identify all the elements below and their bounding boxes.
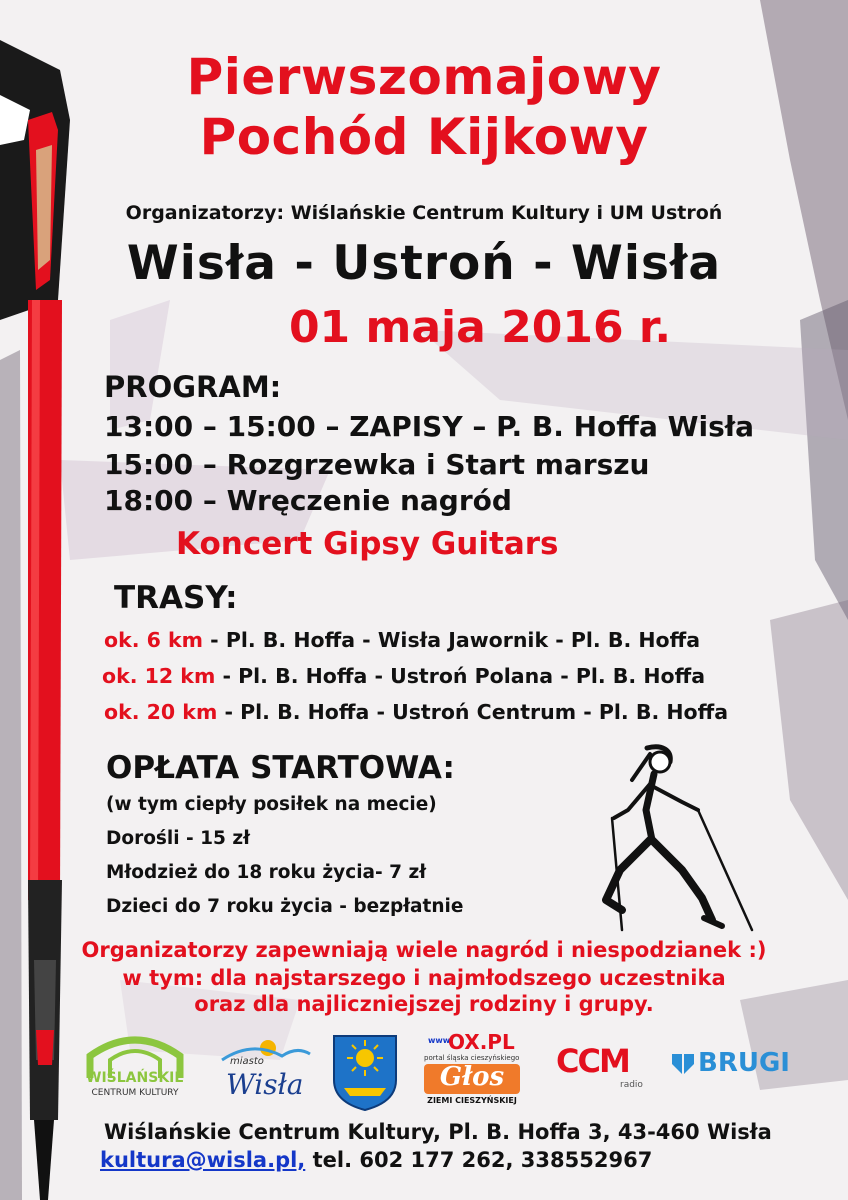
wck-logo-text: WIŚLAŃSKIE xyxy=(86,1070,184,1086)
title-line-2: Pochód Kijkowy xyxy=(199,108,649,166)
phone-numbers: tel. 602 177 262, 338552967 xyxy=(305,1148,653,1172)
ccm-radio-logo xyxy=(556,1042,656,1102)
wisla-script-label: Wisła xyxy=(226,1068,304,1101)
organizers-line: Organizatorzy: Wiślańskie Centrum Kultury i UM Ustroń xyxy=(125,202,723,224)
oxpl-label: OX.PL xyxy=(448,1030,515,1054)
miasto-label: miasto xyxy=(230,1056,264,1067)
wisla-coat-of-arms-icon xyxy=(330,1032,400,1112)
footer-address: Wiślańskie Centrum Kultury, Pl. B. Hoffa 3, 43-460 Wisła xyxy=(104,1120,772,1144)
route-distance: ok. 12 km xyxy=(102,664,216,688)
route-distance: ok. 20 km xyxy=(104,700,218,724)
footer-contact xyxy=(100,1148,652,1172)
fee-item: (w tym ciepły posiłek na mecie) xyxy=(106,794,437,815)
route-path: - Pl. B. Hoffa - Ustroń Polana - Pl. B. Hoffa xyxy=(215,664,706,688)
nordic-walker-icon xyxy=(592,740,767,935)
miasto-wisla-logo xyxy=(212,1034,312,1110)
title-line-1: Pierwszomajowy xyxy=(186,48,662,106)
note-line: Organizatorzy zapewniają wiele nagród i niespodzianek :) xyxy=(81,938,767,962)
note-line: oraz dla najliczniejszej rodziny i grupy. xyxy=(194,992,654,1016)
program-item: 13:00 – 15:00 – ZAPISY – P. B. Hoffa Wisła xyxy=(104,410,755,443)
email-link[interactable]: kultura@wisla.pl, xyxy=(100,1148,306,1172)
brugi-mark-icon xyxy=(670,1050,696,1078)
program-item: 18:00 – Wręczenie nagród xyxy=(104,484,512,517)
route-item xyxy=(102,664,705,688)
ccm-label: CCM xyxy=(556,1042,629,1080)
program-item: 15:00 – Rozgrzewka i Start marszu xyxy=(104,448,650,481)
portal-label: portal śląska cieszyńskiego xyxy=(424,1054,520,1062)
route-item xyxy=(104,628,700,652)
ox-www-label: www. xyxy=(428,1036,453,1045)
brugi-logo xyxy=(670,1048,804,1088)
program-heading: PROGRAM: xyxy=(104,370,282,404)
fee-item: Dzieci do 7 roku życia - bezpłatnie xyxy=(106,896,464,917)
concert-line: Koncert Gipsy Guitars xyxy=(176,526,559,562)
ccm-radio-label: radio xyxy=(620,1080,643,1090)
event-date: 01 maja 2016 r. xyxy=(288,302,672,353)
route-path: - Pl. B. Hoffa - Ustroń Centrum - Pl. B. Hoffa xyxy=(217,700,729,724)
fee-item: Dorośli - 15 zł xyxy=(106,828,250,849)
route-item xyxy=(104,700,728,724)
routes-heading: TRASY: xyxy=(114,580,238,616)
route-distance: ok. 6 km xyxy=(104,628,204,652)
fee-item: Młodzież do 18 roku życia- 7 zł xyxy=(106,862,427,883)
wck-logo-subtext: CENTRUM KULTURY xyxy=(91,1088,179,1098)
route-path: - Pl. B. Hoffa - Wisła Jawornik - Pl. B. Hoffa xyxy=(203,628,701,652)
nordic-pole-illustration xyxy=(0,0,110,1200)
note-line: w tym: dla najstarszego i najmłodszego uczestnika xyxy=(122,966,726,990)
route-heading: Wisła - Ustroń - Wisła xyxy=(126,236,722,291)
brugi-label: BRUGI xyxy=(698,1048,790,1078)
glos-subtitle: ZIEMI CIESZYŃSKIEJ xyxy=(427,1096,517,1105)
wck-logo xyxy=(80,1030,190,1110)
fee-heading: OPŁATA STARTOWA: xyxy=(106,750,455,786)
glos-oxpl-logo xyxy=(412,1030,530,1110)
glos-label: Głos xyxy=(439,1062,505,1092)
